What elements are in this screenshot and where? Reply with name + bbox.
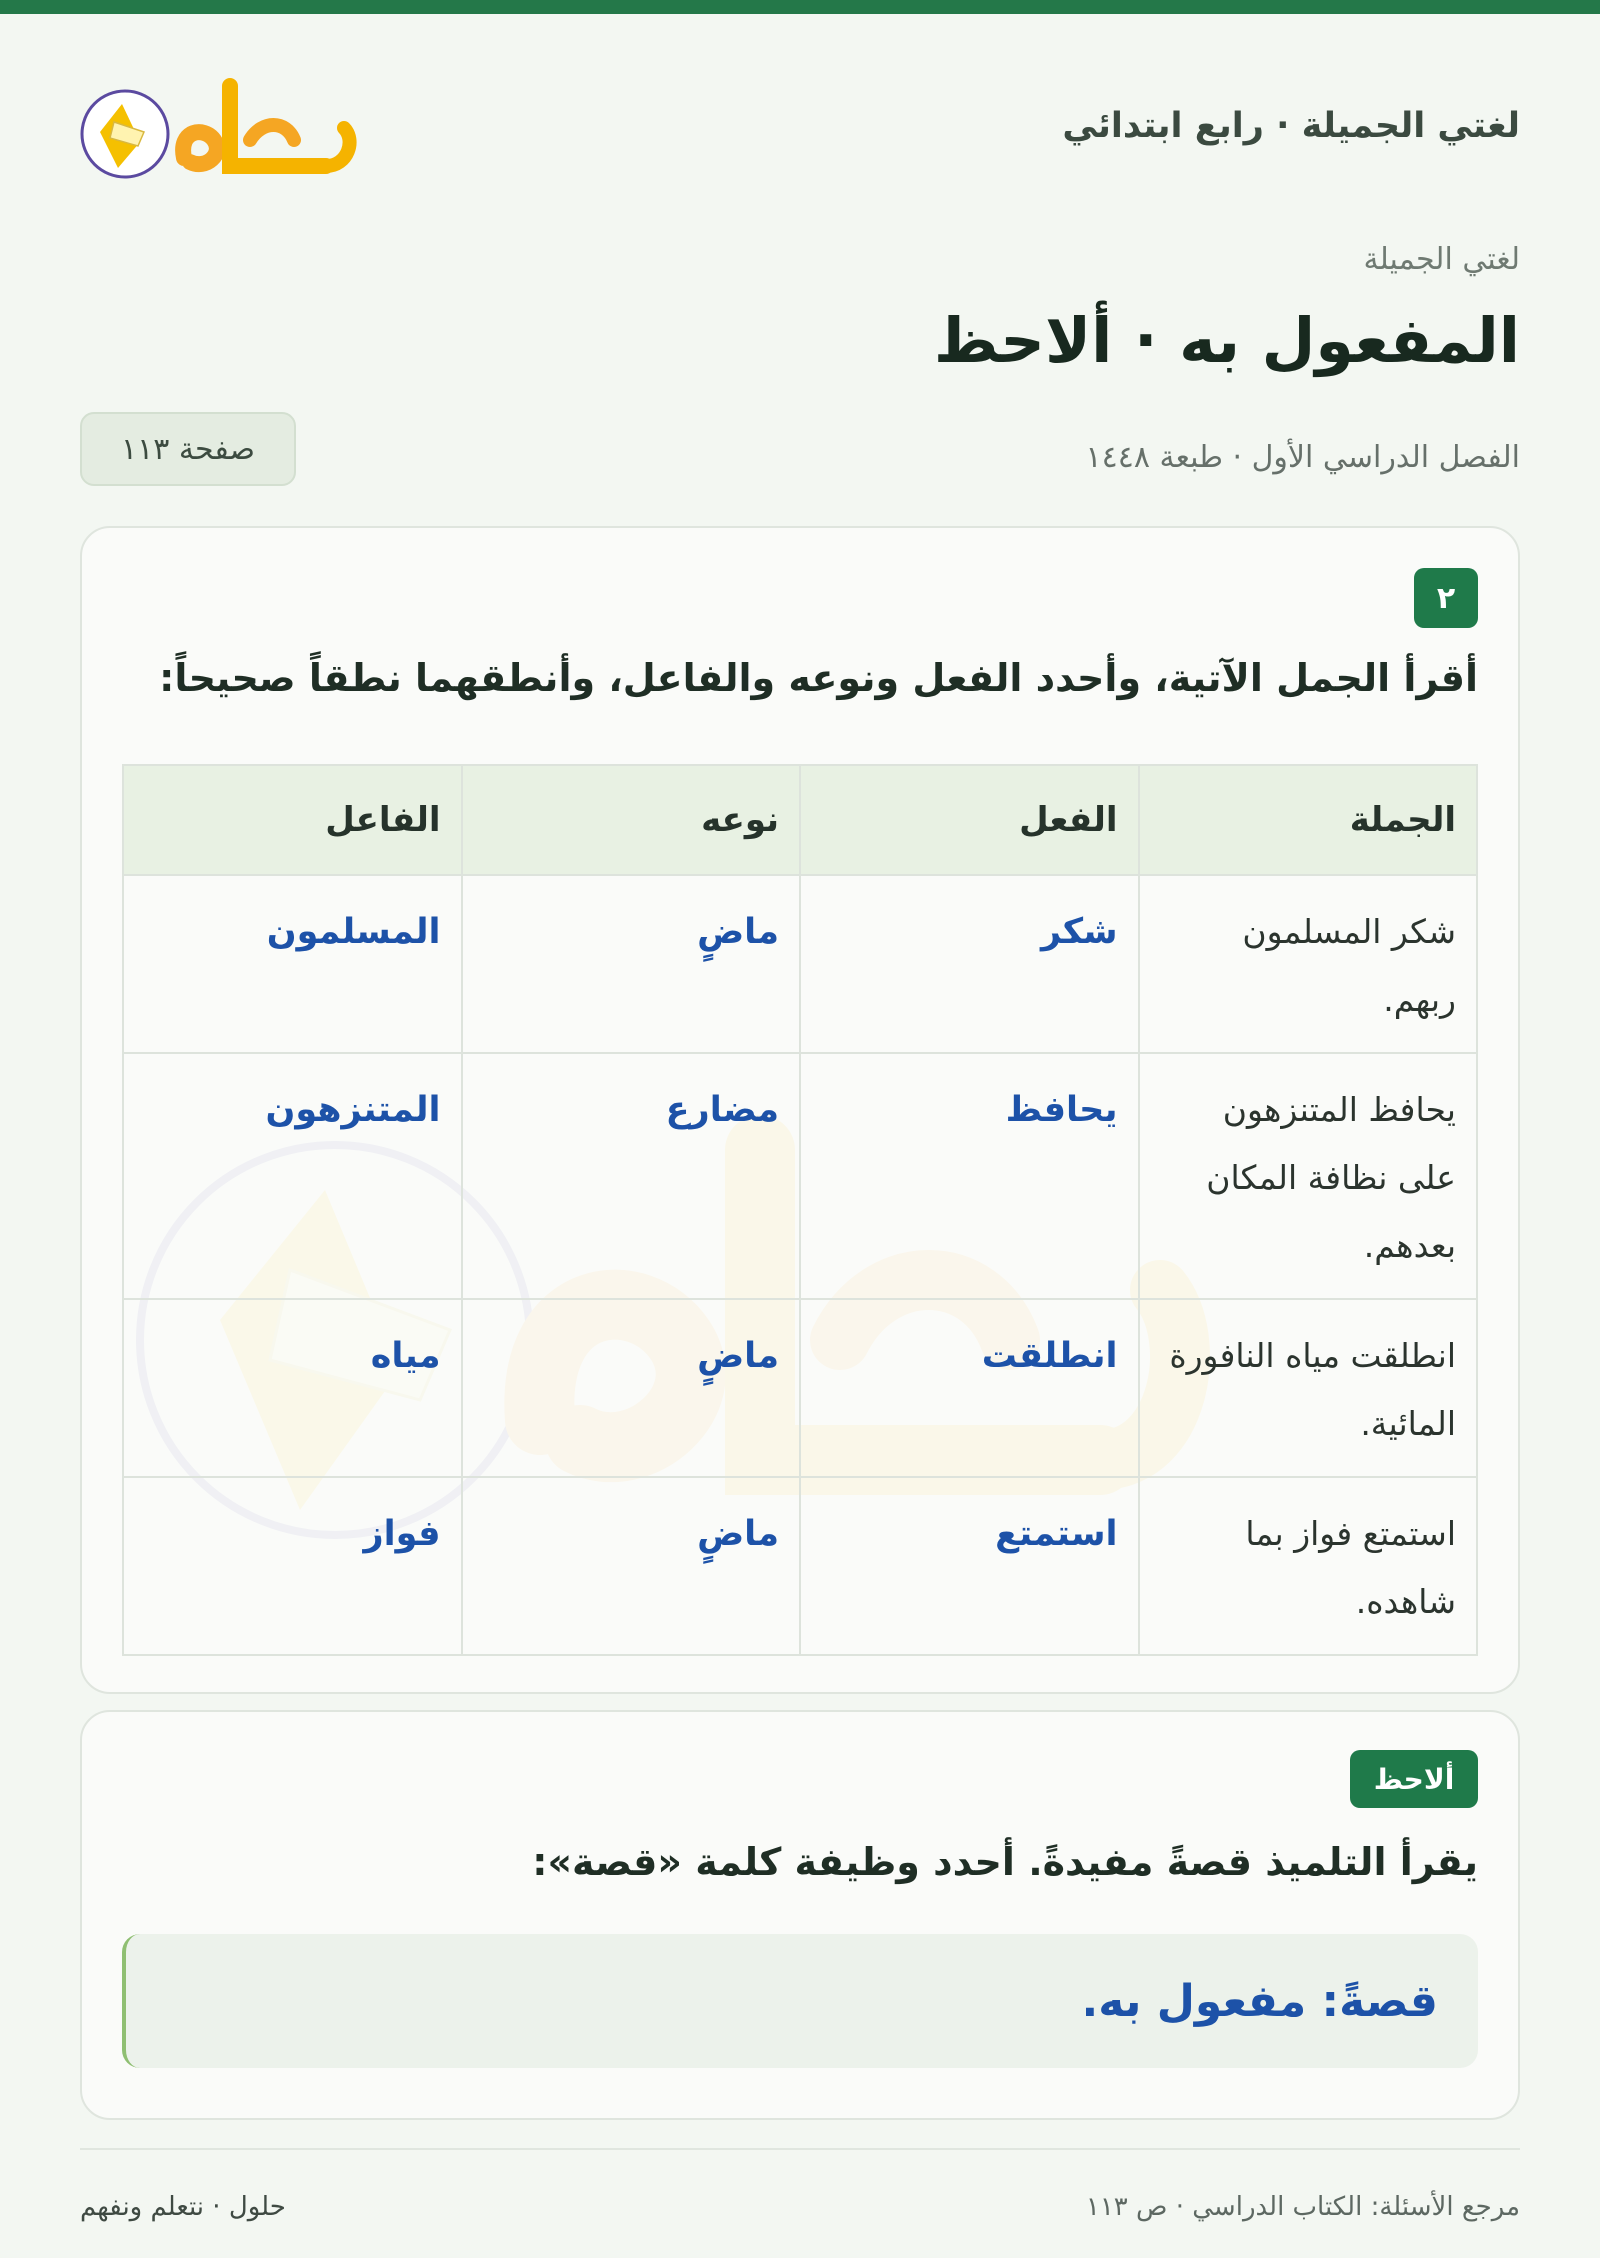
observe-card — [80, 1710, 1520, 2120]
type-cell: ماضٍ — [462, 1477, 801, 1655]
observe-badge: ألاحظ — [1350, 1750, 1478, 1808]
column-header-type: نوعه — [462, 765, 801, 875]
type-cell: ماضٍ — [462, 1299, 801, 1477]
subject-kicker: لغتي الجميلة — [1363, 242, 1520, 277]
type-cell: ماضٍ — [462, 875, 801, 1053]
verb-cell: شكر — [800, 875, 1139, 1053]
brand-line: لغتي الجميلة · رابع ابتدائي — [1062, 106, 1520, 146]
top-accent-bar — [0, 0, 1600, 14]
observe-question: يقرأ التلميذ قصةً مفيدةً. أحدد وظيفة كلمة «قصة»: — [532, 1840, 1478, 1884]
verb-cell: انطلقت — [800, 1299, 1139, 1477]
subject-cell: المسلمون — [123, 875, 462, 1053]
table-row — [123, 1477, 1477, 1655]
page-content — [80, 14, 1520, 2222]
subject-cell: فواز — [123, 1477, 462, 1655]
table-header-row — [123, 765, 1477, 875]
type-cell: مضارع — [462, 1053, 801, 1299]
verb-cell: يحافظ — [800, 1053, 1139, 1299]
sentence-cell: استمتع فواز بما شاهده. — [1139, 1477, 1478, 1655]
column-header-verb: الفعل — [800, 765, 1139, 875]
exercise-question: أقرأ الجمل الآتية، وأحدد الفعل ونوعه والفاعل، وأنطقهما نطقاً صحيحاً: — [159, 656, 1478, 700]
column-header-subject: الفاعل — [123, 765, 462, 875]
column-header-sentence: الجملة — [1139, 765, 1478, 875]
footer-divider — [80, 2148, 1520, 2150]
sentence-cell: شكر المسلمون ربهم. — [1139, 875, 1478, 1053]
answer-text: قصةً: مفعول به. — [1081, 1975, 1438, 2027]
exercise-number-badge: ٢ — [1414, 568, 1478, 628]
exercise-card — [80, 526, 1520, 1694]
subject-cell: المتنزهون — [123, 1053, 462, 1299]
sentence-cell: يحافظ المتنزهون على نظافة المكان بعدهم. — [1139, 1053, 1478, 1299]
edition-meta: الفصل الدراسي الأول · طبعة ١٤٤٨ — [1085, 440, 1520, 475]
page-title: المفعول به · ألاحظ — [933, 304, 1520, 377]
answer-box — [122, 1934, 1478, 2068]
hulul-logo-icon — [80, 70, 360, 190]
sentence-cell: انطلقت مياه النافورة المائية. — [1139, 1299, 1478, 1477]
verb-cell: استمتع — [800, 1477, 1139, 1655]
table-row — [123, 1053, 1477, 1299]
footer-tagline: حلول · نتعلم ونفهم — [80, 2192, 286, 2222]
answers-table — [122, 764, 1478, 1656]
table-row — [123, 1299, 1477, 1477]
subject-cell: مياه — [123, 1299, 462, 1477]
page-header — [80, 14, 1520, 234]
page-number-badge: صفحة ١١٣ — [80, 412, 296, 486]
footer-reference: مرجع الأسئلة: الكتاب الدراسي · ص ١١٣ — [1085, 2192, 1520, 2222]
table-row — [123, 875, 1477, 1053]
